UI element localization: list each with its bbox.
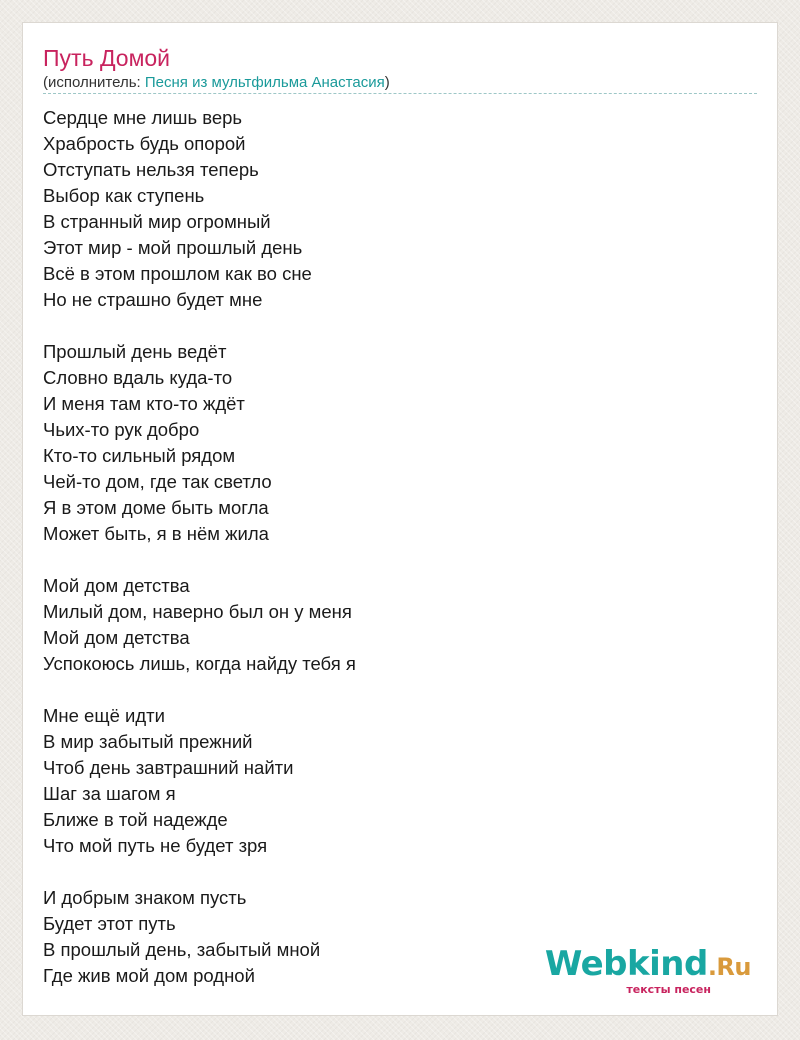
title-divider — [43, 93, 757, 94]
lyric-line: Мой дом детства — [43, 627, 190, 648]
lyric-line: Может быть, я в нём жила — [43, 523, 269, 544]
lyric-line: Храбрость будь опорой — [43, 133, 246, 154]
lyric-line: Чтоб день завтрашний найти — [43, 757, 294, 778]
lyric-line: Сердце мне лишь верь — [43, 107, 243, 128]
lyric-line: Милый дом, наверно был он у меня — [43, 601, 352, 622]
lyrics-card — [22, 22, 778, 1016]
lyric-line: Я в этом доме быть могла — [43, 497, 269, 518]
lyric-line: Словно вдаль куда-то — [43, 367, 233, 388]
lyric-line: В прошлый день, забытый мной — [43, 939, 321, 960]
artist-link[interactable]: Песня из мультфильма Анастасия — [144, 74, 385, 91]
artist-prefix: (исполнитель: — [43, 74, 145, 91]
logo-wordmark — [531, 944, 751, 984]
lyric-line: Но не страшно будет мне — [43, 289, 263, 310]
lyric-line: Всё в этом прошлом как во сне — [43, 263, 312, 284]
lyric-line: Отступать нельзя теперь — [43, 159, 259, 180]
lyric-line: Шаг за шагом я — [43, 783, 176, 804]
lyrics-body — [43, 105, 743, 1015]
lyric-line: В мир забытый прежний — [43, 731, 253, 752]
lyrics-stanza — [43, 105, 743, 313]
lyric-line: Выбор как ступень — [43, 185, 205, 206]
artist-suffix: ) — [384, 74, 390, 91]
lyric-line: И меня там кто-то ждёт — [43, 393, 245, 414]
logo-main-text: Webkind — [544, 944, 708, 984]
lyrics-stanza — [43, 573, 743, 677]
lyric-line: Будет этот путь — [43, 913, 176, 934]
lyric-line: И добрым знаком пусть — [43, 887, 247, 908]
lyric-line: Мой дом детства — [43, 575, 190, 596]
lyric-line: Мне ещё идти — [43, 705, 165, 726]
lyrics-stanza — [43, 339, 743, 547]
song-title: Путь Домой — [43, 45, 171, 71]
lyric-line: Этот мир - мой прошлый день — [43, 237, 303, 258]
artist-line — [43, 73, 390, 93]
lyric-line: Прошлый день ведёт — [43, 341, 227, 362]
logo-suffix-text: .Ru — [707, 953, 751, 981]
lyrics-stanza — [43, 703, 743, 859]
logo-tagline: тексты песен — [626, 983, 711, 996]
lyric-line: Успокоюсь лишь, когда найду тебя я — [43, 653, 356, 674]
lyric-line: В странный мир огромный — [43, 211, 271, 232]
lyric-line: Кто-то сильный рядом — [43, 445, 236, 466]
lyric-line: Чей-то дом, где так светло — [43, 471, 272, 492]
site-logo[interactable] — [531, 944, 751, 996]
lyric-line: Что мой путь не будет зря — [43, 835, 268, 856]
lyric-line: Чьих-то рук добро — [43, 419, 200, 440]
lyric-line: Где жив мой дом родной — [43, 965, 255, 986]
lyric-line: Ближе в той надежде — [43, 809, 228, 830]
